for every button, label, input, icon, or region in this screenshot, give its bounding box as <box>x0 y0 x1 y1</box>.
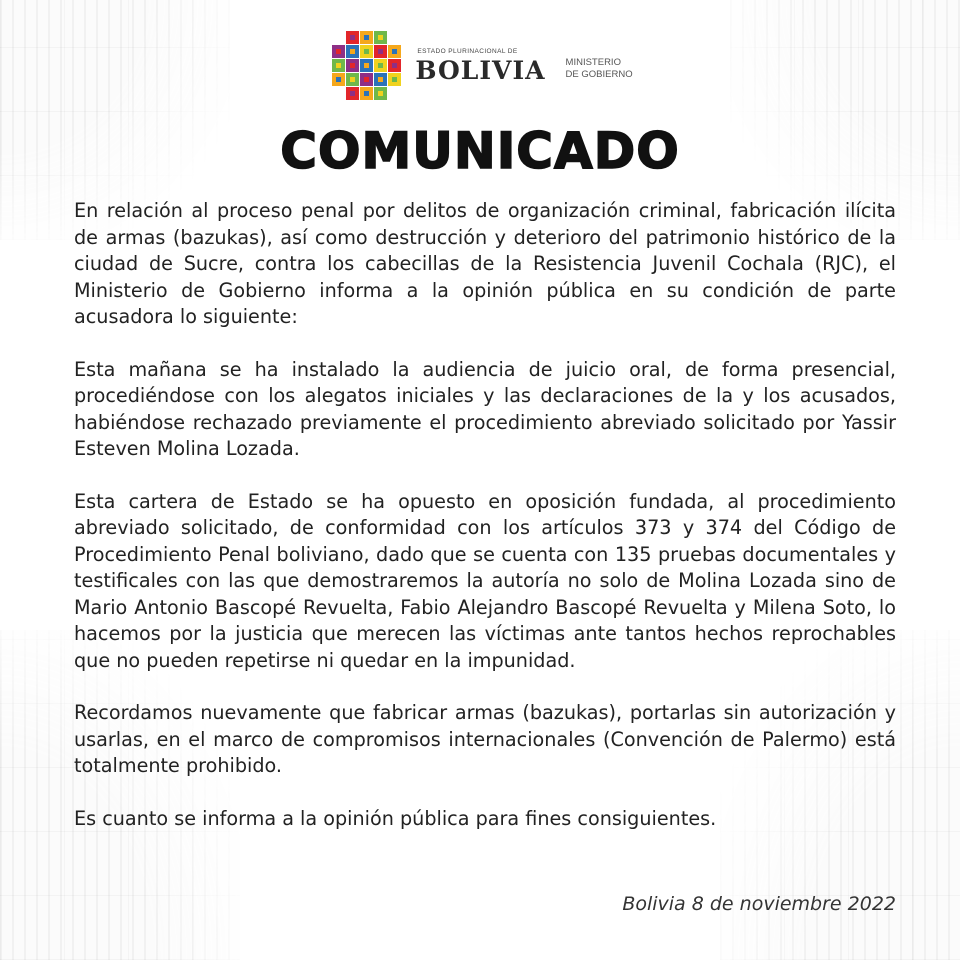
logo-main-text: BOLIVIA <box>415 55 546 85</box>
ministry-label <box>566 57 633 81</box>
paragraph-1: En relación al proceso penal por delitos de organización criminal, fabricación ilícita de armas (bazukas), así como destrucción y deterioro del patrimonio histórico de la ciudad de Sucre, contra los cabecillas de la Resistencia Juvenil Cochala (RJC), el Ministerio de Gobierno informa a la opinión pública en su condición de parte acusadora lo siguiente: <box>74 199 896 328</box>
paragraph-2: Esta mañana se ha instalado la audiencia de juicio oral, de forma presencial, procediéndose con los alegatos iniciales y las declaraciones de la y los acusados, habiéndose rechazado previamente el procedimiento abreviado solicitado por Yassir Esteven Molina Lozada. <box>74 357 896 460</box>
paragraph-3: Esta cartera de Estado se ha opuesto en oposición fundada, al procedimiento abreviado solicitado, de conformidad con los artículos 373 y 374 del Código de Procedimiento Penal boliviano, dado que se cuenta con 135 pruebas documentales y testificales con las que demostraremos la autoría no solo de Molina Lozada sino de Mario Antonio Bascopé Revuelta, Fabio Alejandro Bascopé Revuelta y Milena Soto, lo hacemos por la justicia que merecen las víctimas ante tantos hechos reprochables que no pueden repetirse ni quedar en la impunidad. <box>74 489 896 672</box>
document-body <box>74 198 896 858</box>
ministry-line-2: DE GOBIERNO <box>565 69 633 80</box>
date-line: Bolivia 8 de noviembre 2022 <box>622 893 896 915</box>
paragraph-5: Es cuanto se informa a la opinión pública para fines consiguientes. <box>74 806 717 830</box>
header <box>0 26 960 106</box>
paragraph-4: Recordamos nuevamente que fabricar armas (bazukas), portarlas sin autorización y usarlas, en el marco de compromisos internacionales (Convención de Palermo) está totalmente prohibido. <box>74 701 896 777</box>
bolivia-wordmark <box>415 49 545 83</box>
page-title: COMUNICADO <box>280 122 680 180</box>
bolivia-emblem-icon <box>327 26 407 106</box>
ministry-line-1: MINISTERIO <box>565 57 621 69</box>
logo-small-text: ESTADO PLURINACIONAL DE <box>417 48 518 56</box>
